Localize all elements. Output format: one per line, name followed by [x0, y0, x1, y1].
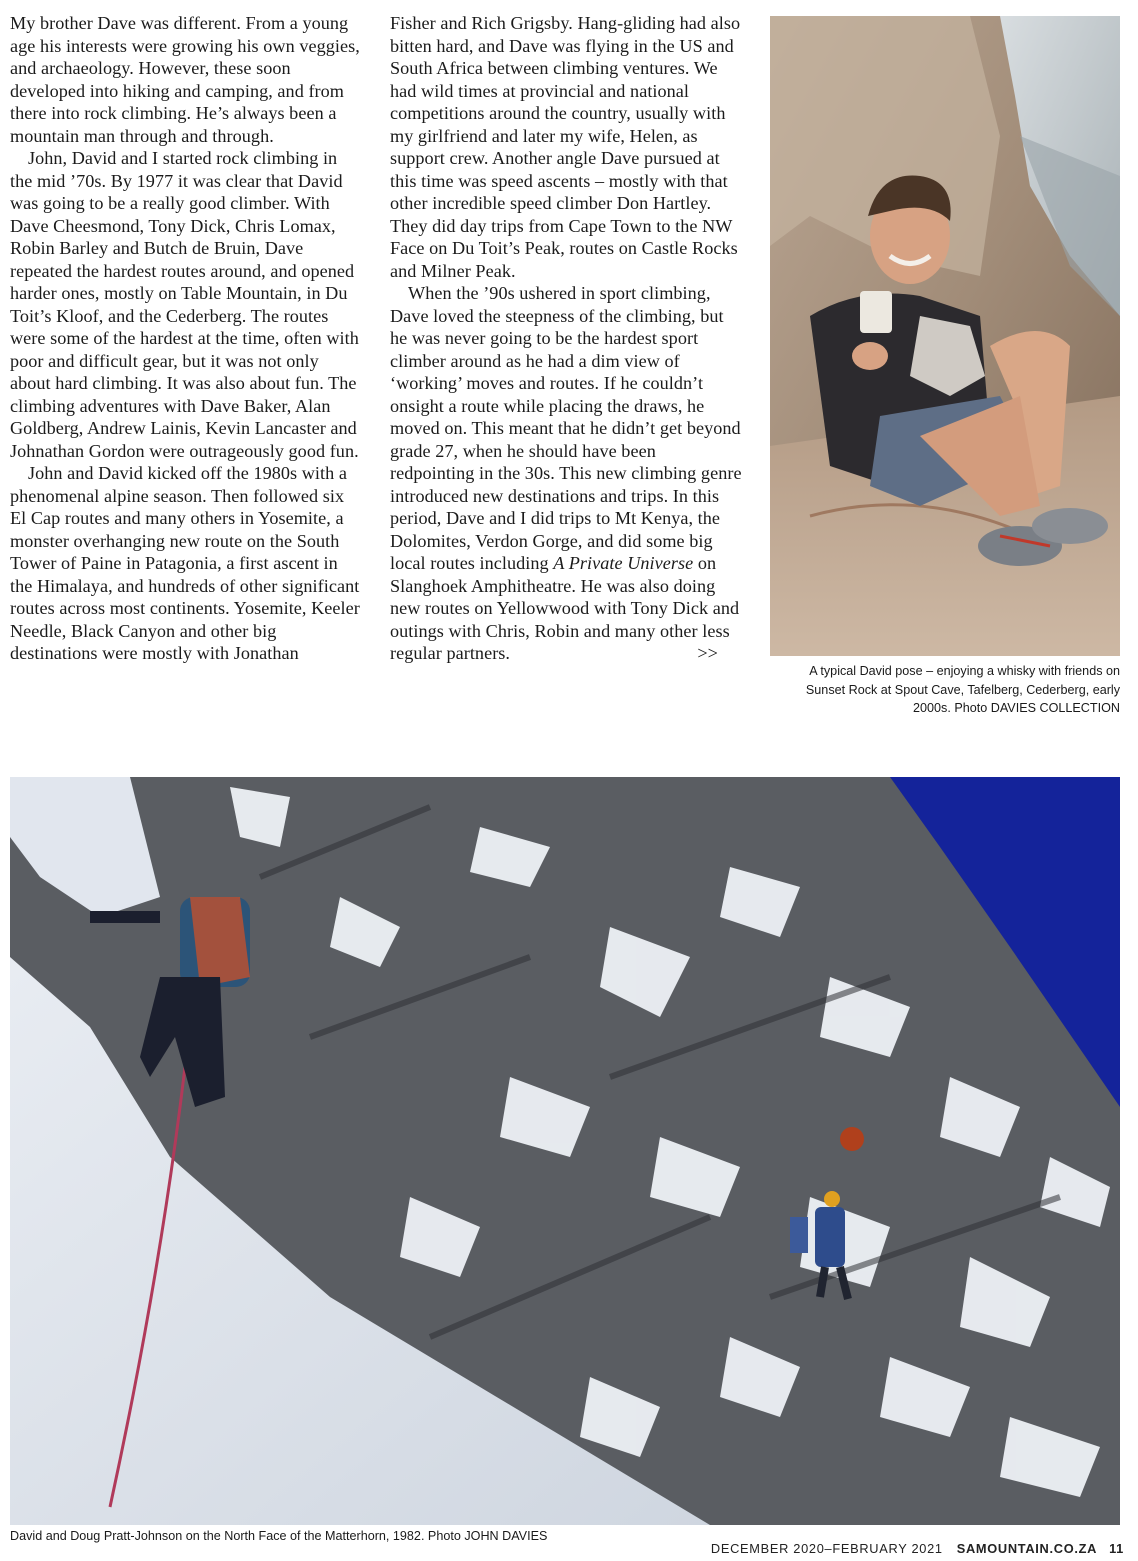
mountain-photo-caption: David and Doug Pratt-Johnson on the North Face of the Matterhorn, 1982. Photo JOHN DAVIES — [10, 1529, 548, 1543]
page-number: 11 — [1109, 1541, 1124, 1556]
continued-marker: >> — [697, 643, 718, 663]
mountain-photo — [10, 777, 1120, 1525]
issue-date: DECEMBER 2020–FEBRUARY 2021 — [710, 1541, 943, 1556]
paragraph: John and David kicked off the 1980s with a phenomenal alpine season. Then followed six El Cap routes and many others in Yosemite, a monster overhanging new route on the South Tower of Paine in Patagonia, a first ascent in the Himalaya, and hundreds of other significant routes across most continents. Yosemite, Keeler Needle, Black Canyon and other big destinations were mostly with Jonathan — [10, 463, 360, 663]
portrait-photo — [770, 16, 1120, 656]
portrait-photo-caption: A typical David pose – enjoying a whisky with friends on Sunset Rock at Spout Cave, Tafelberg, Cederberg, early 2000s. Photo DAVIES COLLECTION — [805, 664, 1120, 715]
paragraph — [390, 282, 742, 665]
article-column-2 — [390, 12, 742, 665]
website-link[interactable]: SAMOUNTAIN.CO.ZA — [956, 1541, 1098, 1556]
paragraph-text: on Slanghoek Amphitheatre. He was also doing new routes on Yellowwood with Tony Dick and outings with Chris, Robin and many other less regular partners. — [390, 553, 740, 663]
paragraph: Fisher and Rich Grigsby. Hang-gliding had also bitten hard, and Dave was flying in the US and South Africa between climbing ventures. We had wild times at provincial and national competitions around the country, usually with my girlfriend and later my wife, Helen, as support crew. Another angle Dave pursued at this time was speed ascents – mostly with that other incredible speed climber Don Hartley. They did day trips from Cape Town to the NW Face on Du Toit’s Peak, routes on Castle Rocks and Milner Peak. — [390, 13, 741, 281]
paragraph-text: When the ’90s ushered in sport climbing, Dave loved the steepness of the climbing, but he was never going to be the hardest sport climber around as he had a dim view of ‘working’ moves and routes. If he couldn’t onsight a route while placing the draws, he moved on. This meant that he didn’t get beyond grade 27, when he should have been redpointing in the 30s. This new climbing genre introduced new destinations and trips. In this period, Dave and I did trips to Mt Kenya, the Dolomites, Verdon Gorge, and did some big local routes including — [390, 283, 742, 573]
route-name-italic: A Private Universe — [553, 553, 694, 573]
page-footer — [711, 1541, 1124, 1556]
article-column-1 — [10, 12, 362, 665]
paragraph: John, David and I started rock climbing in the mid ’70s. By 1977 it was clear that David was going to be a really good climber. With Dave Cheesmond, Tony Dick, Chris Lomax, Robin Barley and Butch de Bruin, Dave repeated the hardest routes around, and opened harder ones, mostly on Table Mountain, in Du Toit’s Kloof, and the Cederberg. The routes were some of the hardest at the time, often with poor and difficult gear, but it was not only about hard climbing. It was also about fun. The climbing adventures with Dave Baker, Alan Goldberg, Andrew Lainis, Kevin Lancaster and Johnathan Gordon were outrageously good fun. — [10, 148, 359, 461]
paragraph: My brother Dave was different. From a young age his interests were growing his own veggies, and archaeology. However, these soon developed into hiking and camping, and from there into rock climbing. He’s always been a mountain man through and through. — [10, 13, 360, 146]
